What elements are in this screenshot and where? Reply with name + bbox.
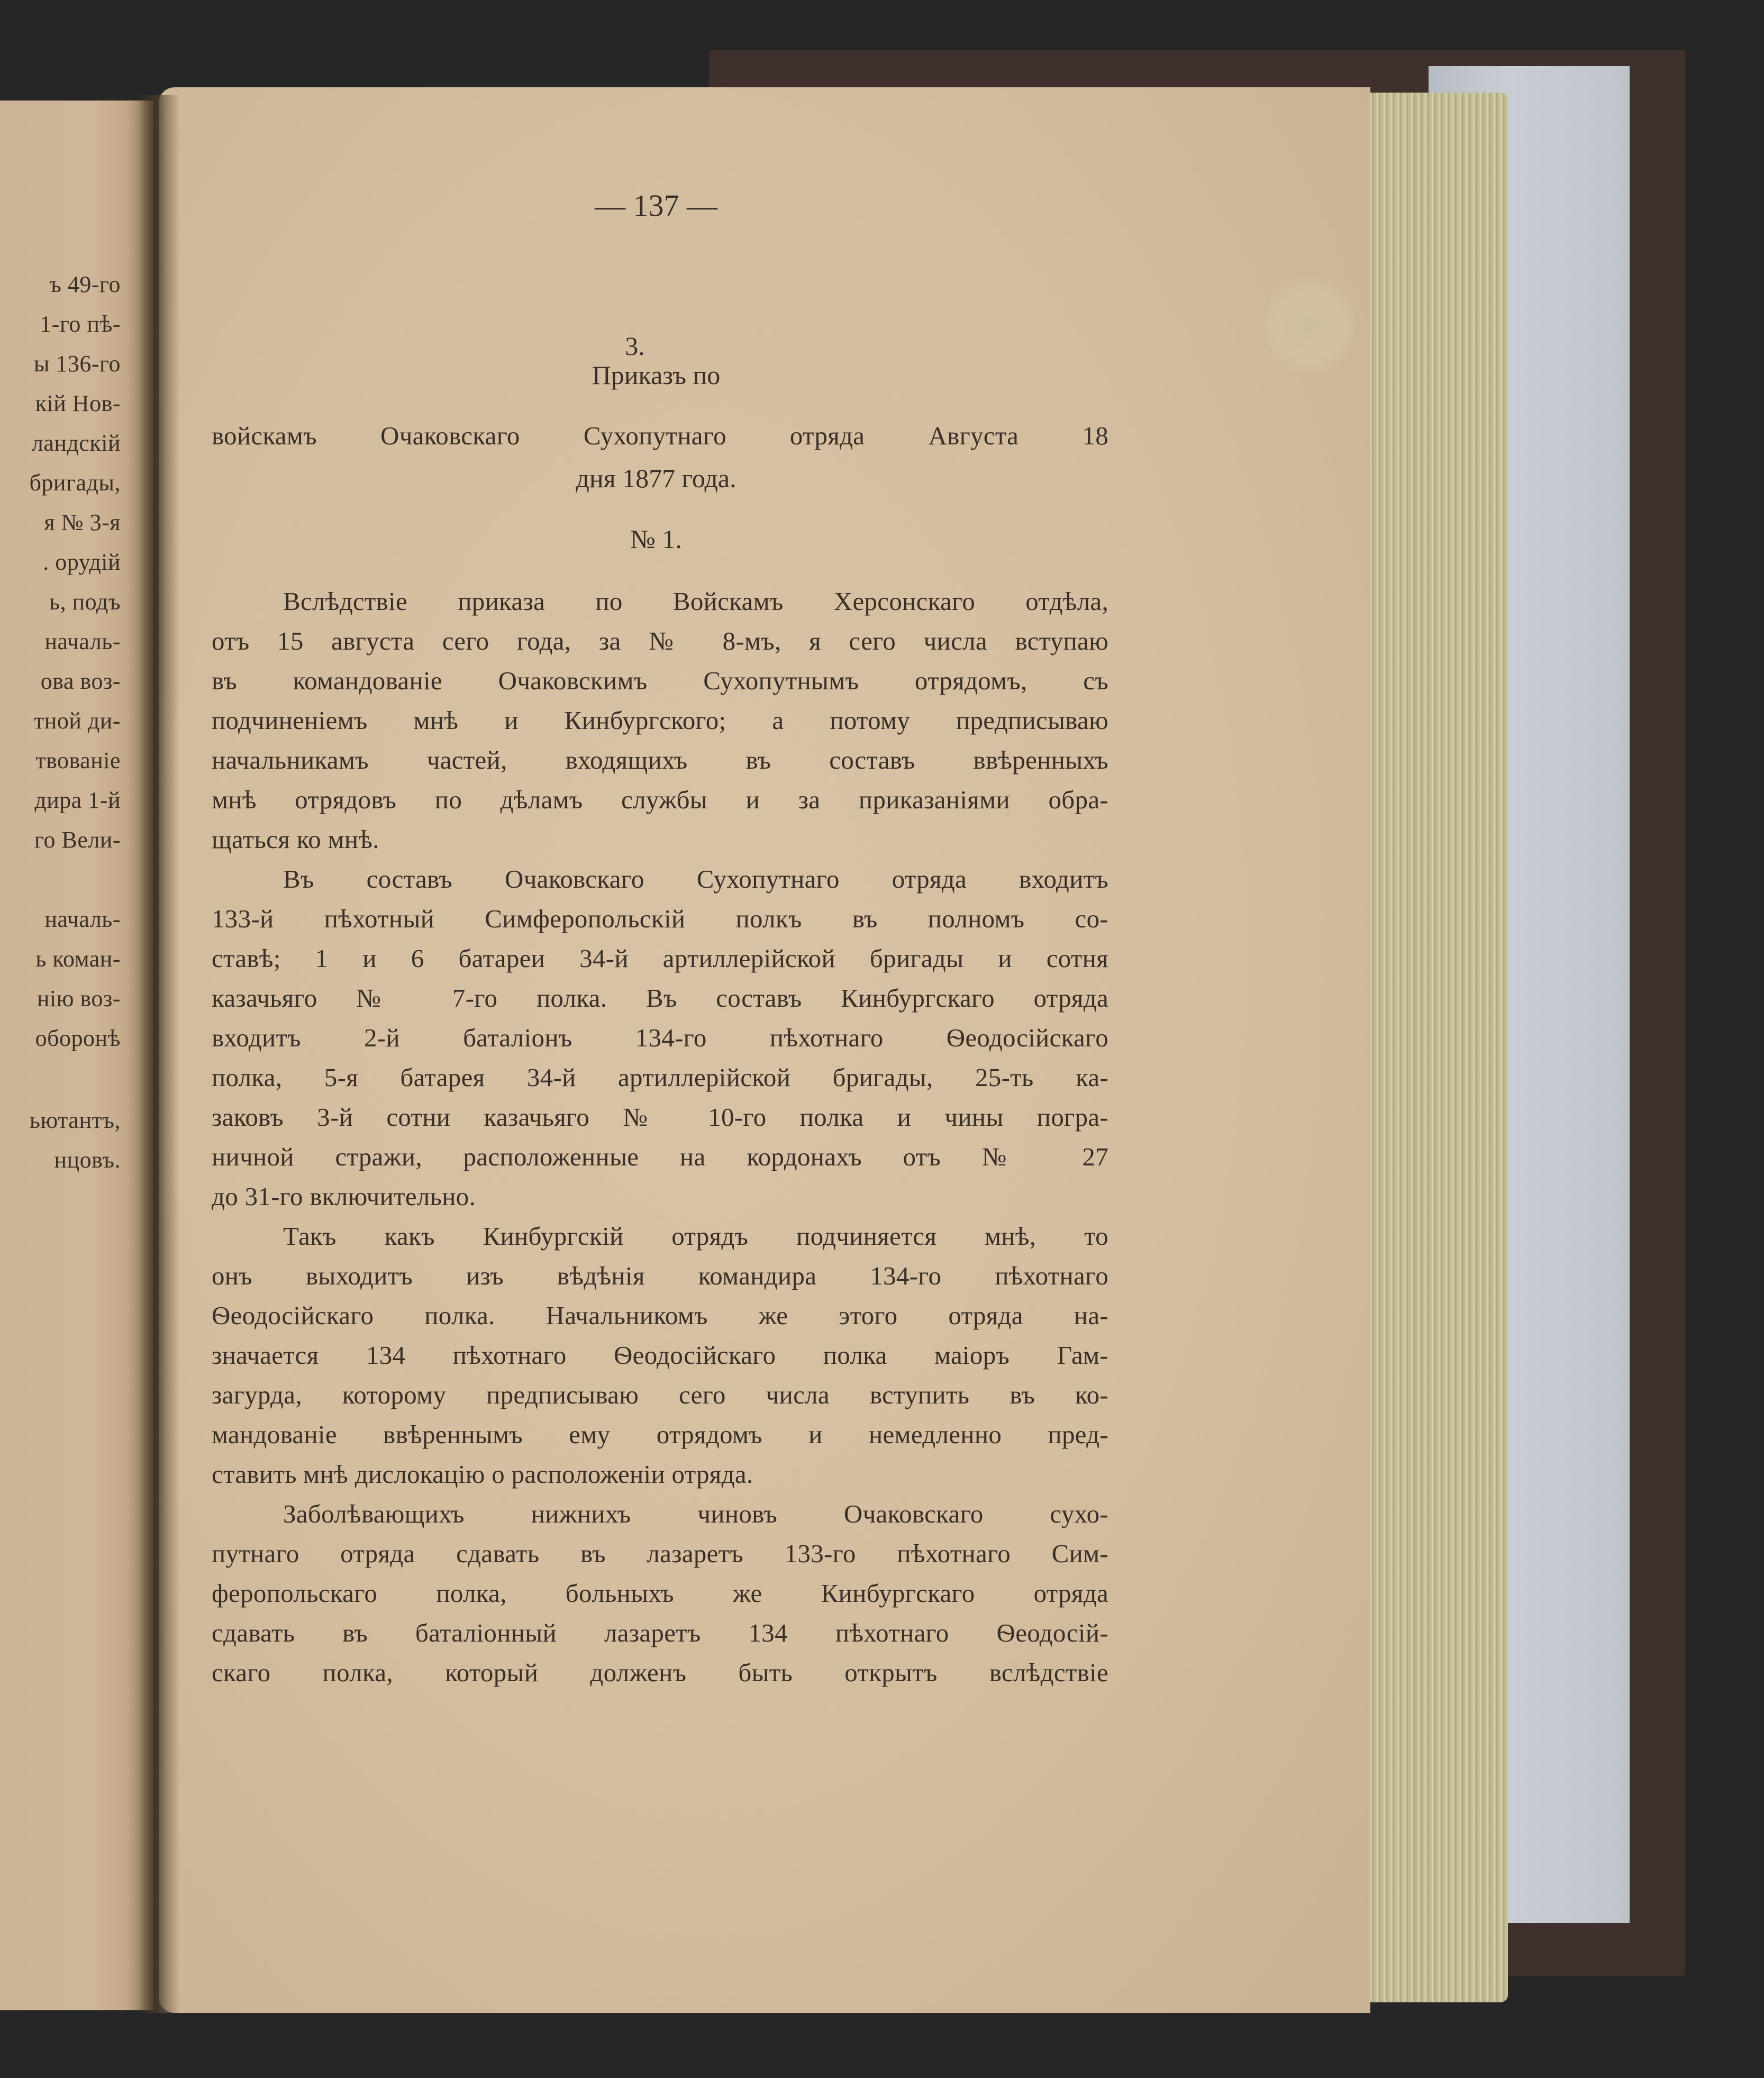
body-line: подчиненіемъ мнѣ и Кинбургского; а потому предписываю xyxy=(212,706,1108,735)
body-line: ничной стражи, расположенные на кордонахъ отъ № 27 xyxy=(212,1142,1108,1171)
left-page-line: началь- xyxy=(44,906,121,932)
left-page-line: ова воз- xyxy=(40,668,121,694)
left-page-line: ландскій xyxy=(31,430,121,456)
body-line: Заболѣвающихъ нижнихъ чиновъ Очаковскаго сухо- xyxy=(283,1499,1108,1528)
left-page-line: я № 3-я xyxy=(44,509,121,535)
left-page-line: кій Нов- xyxy=(35,390,121,416)
order-heading-line: войскамъ Очаковскаго Сухопутнаго отряда Августа 18 xyxy=(212,421,1108,450)
body-line: отъ 15 августа сего года, за № 8-мъ, я сего числа вступаю xyxy=(212,626,1108,655)
body-line: полка, 5-я батарея 34-й артиллерійской бригады, 25-ть ка- xyxy=(212,1063,1108,1092)
body-line: Такъ какъ Кинбургскій отрядъ подчиняется мнѣ, то xyxy=(283,1222,1108,1251)
left-page-line: ы 136-го xyxy=(33,351,121,377)
left-page-line: тной ди- xyxy=(34,708,121,734)
left-page-line: ъ 49-го xyxy=(49,271,121,297)
left-page-line: оборонѣ xyxy=(35,1025,121,1051)
body-line: онъ выходитъ изъ вѣдѣнія командира 134-го пѣхотнаго xyxy=(212,1261,1108,1290)
left-page-line: 1-го пѣ- xyxy=(40,311,121,337)
body-line: мандованіе ввѣреннымъ ему отрядомъ и немедленно пред- xyxy=(212,1420,1108,1449)
body-line: Ѳеодосійскаго полка. Начальникомъ же этого отряда на- xyxy=(212,1301,1108,1330)
body-line: входитъ 2-й баталіонъ 134-го пѣхотнаго Ѳеодосійскаго xyxy=(212,1023,1108,1052)
body-line: сдавать въ баталіонный лазаретъ 134 пѣхотнаго Ѳеодосій- xyxy=(212,1618,1108,1647)
left-page-line: ь коман- xyxy=(35,946,121,972)
body-line: 133-й пѣхотный Симферопольскій полкъ въ полномъ со- xyxy=(212,904,1108,933)
page-edges xyxy=(1354,93,1508,2002)
body-line: мнѣ отрядовъ по дѣламъ службы и за приказаніями обра- xyxy=(212,785,1108,814)
left-page-line: го Вели- xyxy=(34,827,121,853)
body-line: Вслѣдствіе приказа по Войскамъ Херсонскаго отдѣла, xyxy=(283,587,1108,616)
body-line: скаго полка, который долженъ быть открытъ вслѣдствіе xyxy=(212,1658,1108,1687)
body-line: путнаго отряда сдавать въ лазаретъ 133-го пѣхотнаго Сим- xyxy=(212,1539,1108,1568)
item-number: № 1. xyxy=(630,524,682,554)
left-page-line: началь- xyxy=(44,628,121,654)
book-gutter xyxy=(138,95,180,2013)
body-line: заковъ 3-й сотни казачьяго № 10-го полка и чины погра- xyxy=(212,1102,1108,1132)
order-heading: Приказъ по xyxy=(592,360,721,390)
body-line: феропольскаго полка, больныхъ же Кинбургскаго отряда xyxy=(212,1579,1108,1608)
order-number: 3. xyxy=(625,331,645,361)
body-line: загурда, которому предписываю сего числа вступить въ ко- xyxy=(212,1380,1108,1409)
body-line: ставѣ; 1 и 6 батареи 34-й артиллерійской бригады и сотня xyxy=(212,944,1108,973)
left-page xyxy=(0,101,153,2010)
body-line: ставить мнѣ дислокацію о расположеніи отряда. xyxy=(212,1460,753,1489)
body-line: щаться ко мнѣ. xyxy=(212,825,379,854)
left-page-line: нію воз- xyxy=(37,986,121,1011)
body-line: въ командованіе Очаковскимъ Сухопутнымъ отрядомъ, съ xyxy=(212,666,1108,695)
left-page-line: ь, подъ xyxy=(49,589,121,615)
body-line: казачьяго № 7-го полка. Въ составъ Кинбургскаго отряда xyxy=(212,983,1108,1013)
left-page-line: бригады, xyxy=(29,470,121,496)
left-page-line: дира 1-й xyxy=(34,787,121,813)
left-page-line: твованіе xyxy=(35,748,121,773)
left-page-line: ьютантъ, xyxy=(29,1107,121,1133)
body-line: начальникамъ частей, входящихъ въ составъ ввѣренныхъ xyxy=(212,745,1108,774)
order-date: дня 1877 года. xyxy=(576,463,736,493)
left-page-line: нцовъ. xyxy=(54,1147,121,1173)
left-page-line: . орудій xyxy=(43,549,121,575)
body-line: до 31-го включительно. xyxy=(212,1182,476,1211)
page-number: — 137 — xyxy=(595,188,717,223)
body-line: значается 134 пѣхотнаго Ѳеодосійскаго полка маіоръ Гам- xyxy=(212,1341,1108,1370)
paper-stain xyxy=(1265,275,1354,376)
body-line: Въ составъ Очаковскаго Сухопутнаго отряда входитъ xyxy=(283,864,1108,894)
